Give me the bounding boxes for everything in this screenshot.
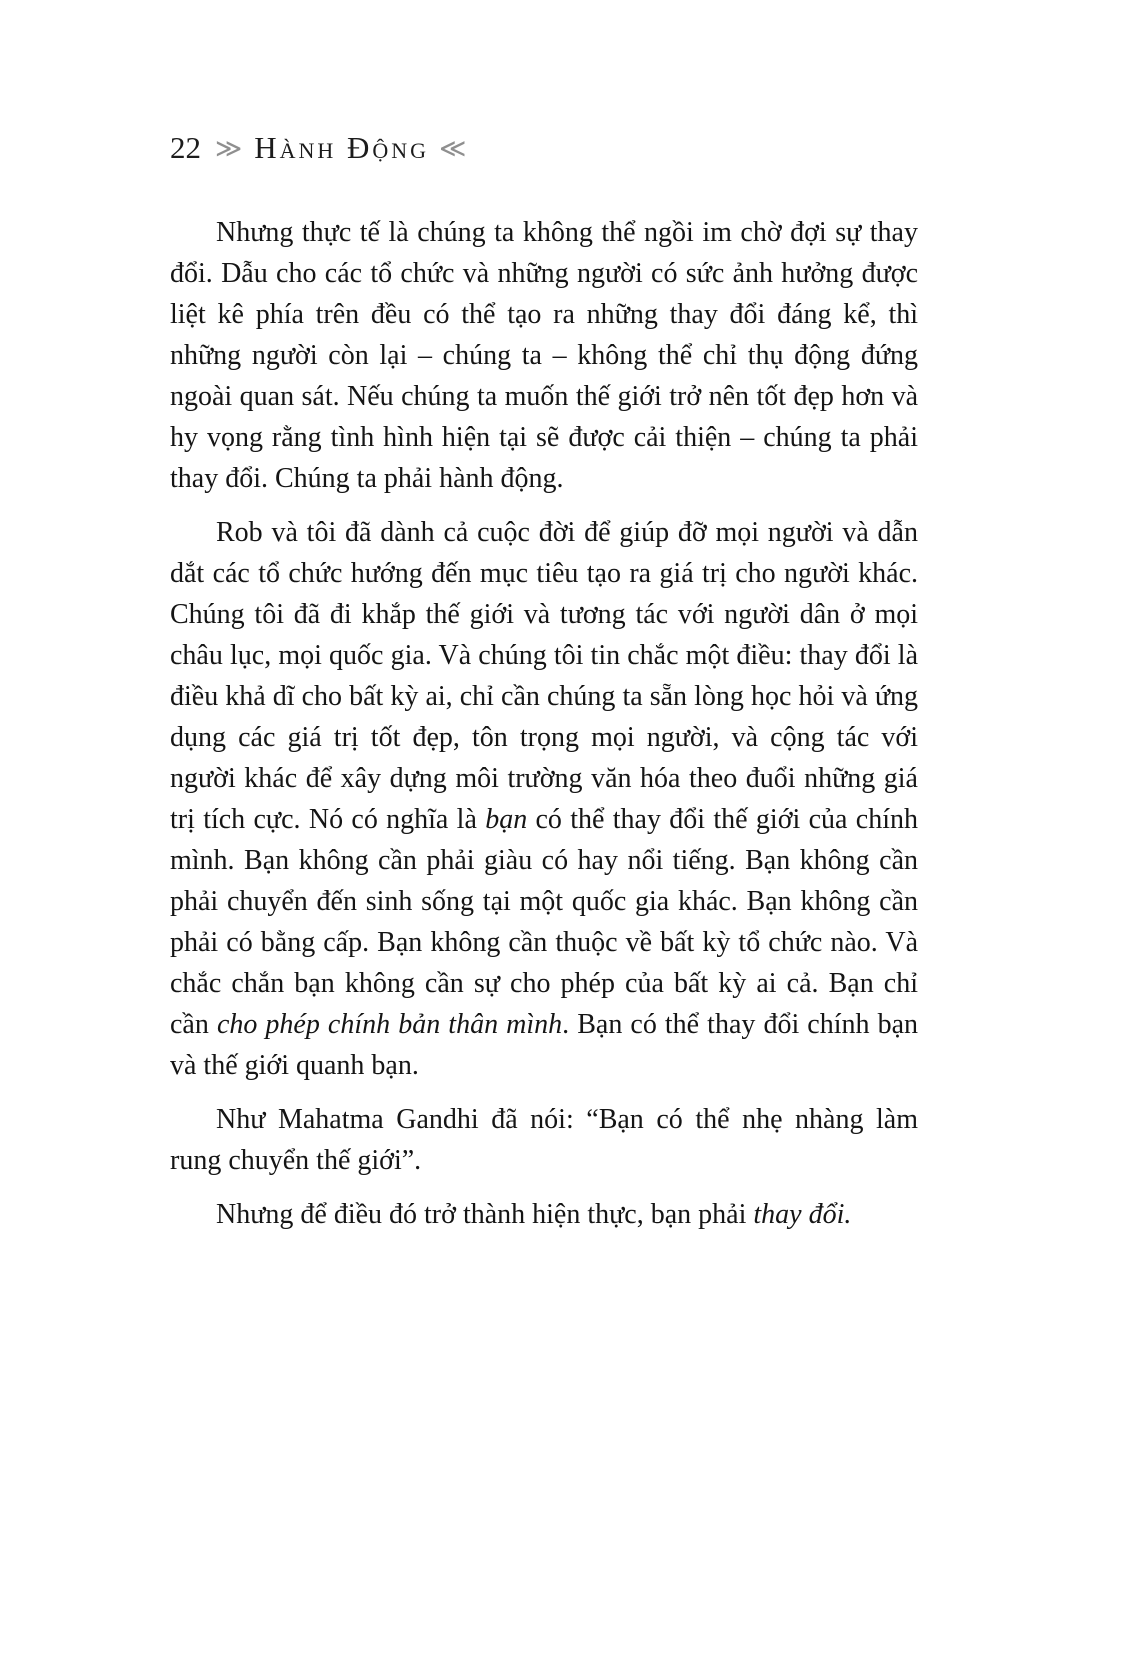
text-run: có thể thay đổi thế giới của chính mình. Bạn không cần phải giàu có hay nổi tiếng. Bạn không cần phải chuyển đến sinh sống tại một quốc gia khác. Bạn không cần phải có bằng cấp. Bạn không cần thuộc về bất kỳ tổ chức nào. Và chắc chắn bạn không cần sự cho phép của bất kỳ ai cả. Bạn chỉ cần (170, 804, 918, 1040)
double-chevron-right-icon: ≫ (215, 134, 243, 163)
emphasized-text: thay đổi. (753, 1199, 852, 1230)
paragraph (170, 1099, 918, 1181)
page-header (170, 130, 466, 166)
running-head-title: Hành Động (254, 130, 430, 165)
paragraph (170, 512, 918, 1086)
text-run: Rob và tôi đã dành cả cuộc đời để giúp đỡ mọi người và dẫn dắt các tổ chức hướng đến mục tiêu tạo ra giá trị cho người khác. Chúng tôi đã đi khắp thế giới và tương tác với người dân ở mọi châu lục, mọi quốc gia. Và chúng tôi tin chắc một điều: thay đổi là điều khả dĩ cho bất kỳ ai, chỉ cần chúng ta sẵn lòng học hỏi và ứng dụng các giá trị tốt đẹp, tôn trọng mọi người, và cộng tác với người khác để xây dựng môi trường văn hóa theo đuổi những giá trị tích cực. Nó có nghĩa là (170, 517, 918, 835)
double-chevron-left-icon: ≪ (439, 134, 467, 163)
emphasized-text: bạn (485, 804, 528, 835)
text-run: Như Mahatma Gandhi đã nói: “Bạn có thể nhẹ nhàng làm rung chuyển thế giới”. (170, 1104, 918, 1176)
emphasized-text: cho phép chính bản thân mình (216, 1009, 563, 1040)
text-run: . Bạn có thể thay đổi chính bạn và thế giới quanh bạn. (170, 1009, 919, 1081)
page-number: 22 (170, 130, 201, 165)
text-run: Nhưng để điều đó trở thành hiện thực, bạn phải (216, 1199, 754, 1230)
text-run: Nhưng thực tế là chúng ta không thể ngồi im chờ đợi sự thay đổi. Dẫu cho các tổ chức và những người có sức ảnh hưởng được liệt kê phía trên đều có thể tạo ra những thay đổi đáng kể, thì những người còn lại – chúng ta – không thể chỉ thụ động đứng ngoài quan sát. Nếu chúng ta muốn thế giới trở nên tốt đẹp hơn và hy vọng rằng tình hình hiện tại sẽ được cải thiện – chúng ta phải thay đổi. Chúng ta phải hành động. (170, 217, 918, 494)
body-text (170, 212, 918, 1248)
paragraph (170, 1194, 918, 1235)
paragraph (170, 212, 918, 499)
